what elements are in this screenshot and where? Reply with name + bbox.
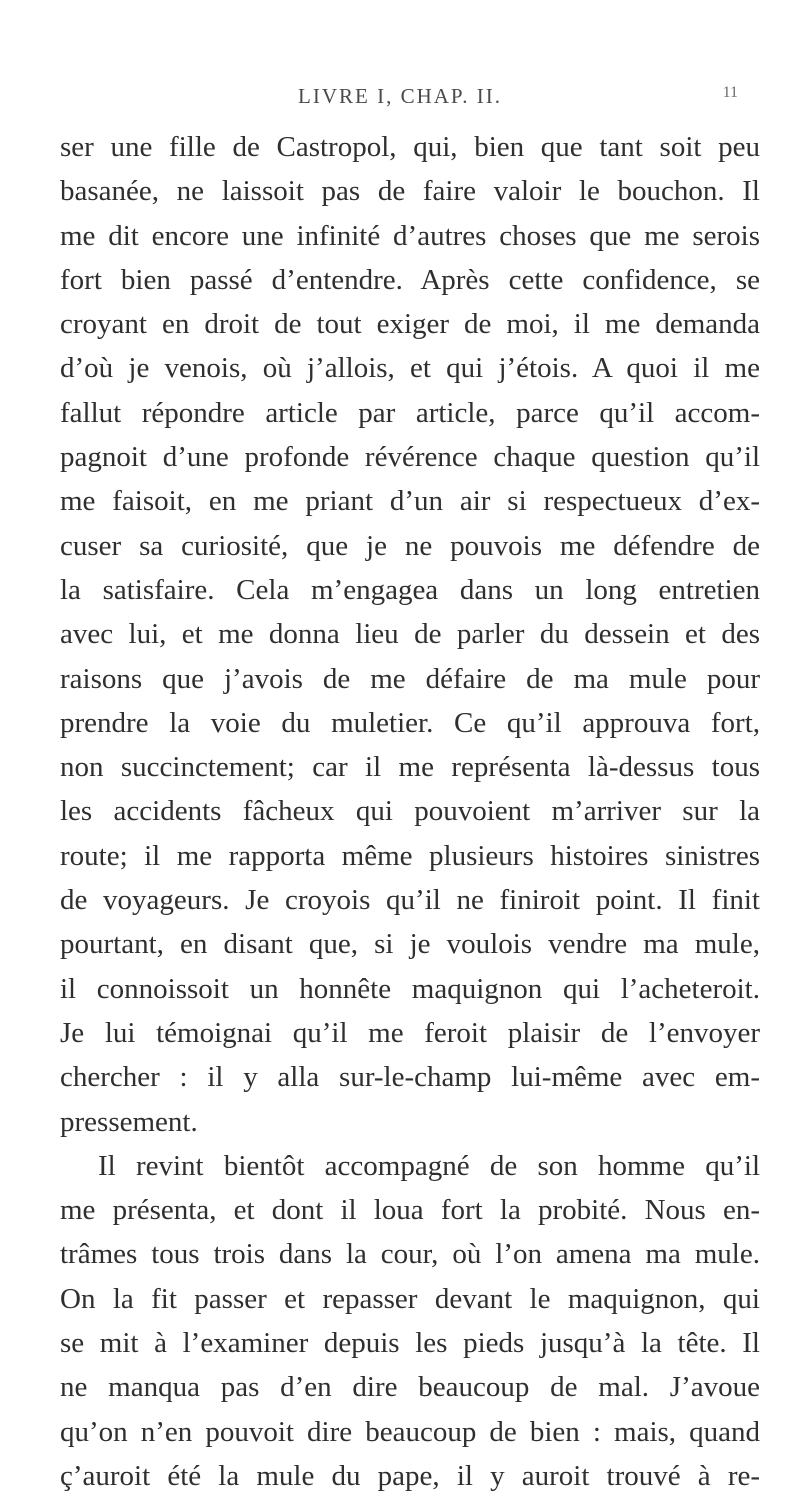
text-line: trâmes tous trois dans la cour, où l’on amena ma mule. [60,1238,760,1271]
text-line: me présenta, et dont il loua fort la probité. Nous en- [60,1194,760,1227]
body-text [60,125,760,1498]
text-line: d’où je venois, où j’allois, et qui j’étois. A quoi il me [60,352,760,385]
text-line: route; il me rapporta même plusieurs histoires sinistres [60,839,760,872]
text-line: ne manqua pas d’en dire beaucoup de mal. J’avoue [60,1371,760,1404]
running-title: LIVRE I, CHAP. II. [298,84,502,108]
text-line: prendre la voie du muletier. Ce qu’il approuva fort, [60,706,760,739]
text-line: il connoissoit un honnête maquignon qui l’acheteroit. [60,972,760,1005]
text-line: pressement. [60,1105,198,1138]
text-line: fallut répondre article par article, parce qu’il accom- [60,396,760,429]
text-line: ç’auroit été la mule du pape, il y auroit trouvé à re- [60,1459,760,1492]
text-line: Il revint bientôt accompagné de son homme qu’il [98,1149,760,1182]
text-line: pourtant, en disant que, si je voulois vendre ma mule, [60,928,760,961]
text-line: ser une fille de Castropol, qui, bien que tant soit peu [60,131,760,163]
page-number: 11 [722,84,738,101]
text-line: On la fit passer et repasser devant le maquignon, qui [60,1282,760,1315]
text-line: chercher : il y alla sur-le-champ lui-même avec em- [60,1061,760,1094]
text-line: pagnoit d’une profonde révérence chaque question qu’il [60,441,760,474]
text-line: qu’on n’en pouvoit dire beaucoup de bien : mais, quand [60,1415,760,1448]
text-line: de voyageurs. Je croyois qu’il ne finiroit point. Il finit [60,884,760,917]
text-line: se mit à l’examiner depuis les pieds jusqu’à la tête. Il [60,1327,760,1360]
text-line: avec lui, et me donna lieu de parler du dessein et des [60,618,760,651]
text-line: me faisoit, en me priant d’un air si respectueux d’ex- [60,485,760,518]
text-line: fort bien passé d’entendre. Après cette confidence, se [60,263,760,296]
text-line: la satisfaire. Cela m’engagea dans un long entretien [60,573,760,606]
text-line: raisons que j’avois de me défaire de ma mule pour [60,662,760,695]
text-line: Je lui témoignai qu’il me feroit plaisir de l’envoyer [60,1016,760,1049]
text-line: cuser sa curiosité, que je ne pouvois me défendre de [60,529,760,562]
text-line: me dit encore une infinité d’autres choses que me serois [60,219,760,252]
running-head [0,84,800,114]
text-line: non succinctement; car il me représenta là-dessus tous [60,751,760,784]
text-line: les accidents fâcheux qui pouvoient m’arriver sur la [60,795,760,828]
text-line: croyant en droit de tout exiger de moi, il me demanda [60,308,760,341]
text-line: basanée, ne laissoit pas de faire valoir le bouchon. Il [60,175,760,208]
